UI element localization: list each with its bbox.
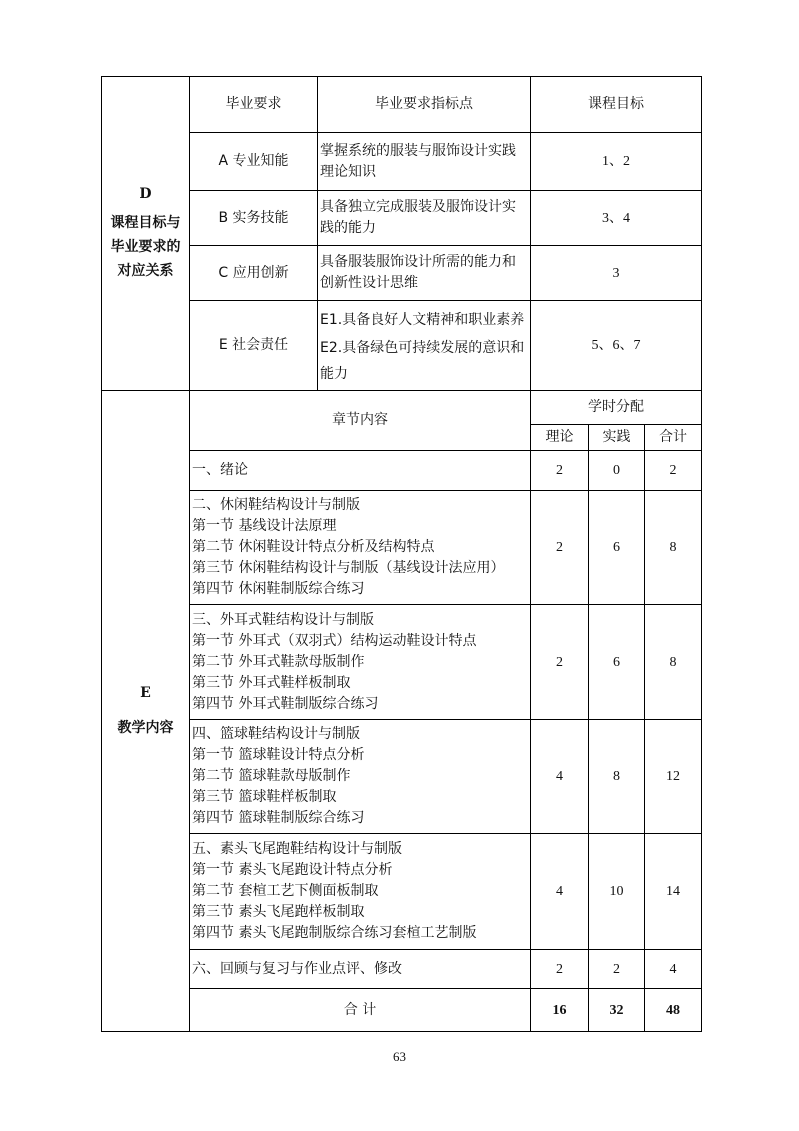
chapter-line: 三、外耳式鞋结构设计与制版 (192, 611, 374, 628)
indicator-line: 掌握系统的服装与服饰设计实践 (320, 142, 516, 159)
chapter-cell (190, 605, 531, 720)
indicator-cell (318, 246, 531, 301)
d-header-row (102, 77, 702, 133)
indicator-cell (318, 191, 531, 246)
chapter-cell (190, 720, 531, 834)
practice-hours: 6 (589, 491, 645, 605)
total-hours: 8 (645, 605, 702, 720)
chapter-line: 第二节 篮球鞋款母版制作 (192, 768, 351, 784)
header-requirement: 毕业要求 (190, 77, 318, 133)
chapter-line: 第四节 外耳式鞋制版综合练习 (192, 695, 379, 712)
total-hours: 12 (645, 720, 702, 834)
goal-cell: 3 (531, 246, 702, 301)
section-d-letter: D (139, 186, 152, 202)
practice-hours: 10 (589, 834, 645, 950)
practice-hours: 8 (589, 720, 645, 834)
total-sum: 48 (645, 989, 702, 1032)
header-theory: 理论 (531, 425, 589, 451)
chapter-line: 二、休闲鞋结构设计与制版 (192, 497, 360, 513)
chapter-line: 第三节 素头飞尾跑样板制取 (192, 904, 365, 920)
chapter-cell (190, 834, 531, 950)
total-hours: 2 (645, 451, 702, 491)
indicator-line: E2.具备绿色可持续发展的意识和 (320, 339, 525, 356)
indicator-line: E1.具备良好人文精神和职业素养 (320, 311, 525, 328)
indicator-line: 能力 (320, 365, 348, 382)
goal-cell: 1、2 (531, 133, 702, 191)
section-d-label-line: 毕业要求的 (110, 239, 181, 255)
indicator-line: 创新性设计思维 (320, 275, 418, 291)
total-theory: 16 (531, 989, 589, 1032)
table-row (102, 451, 702, 491)
chapter-cell (190, 451, 531, 491)
theory-hours: 2 (531, 451, 589, 491)
chapter-line: 第一节 外耳式（双羽式）结构运动鞋设计特点 (192, 632, 477, 649)
table-row (102, 191, 702, 246)
section-d-label-line: 对应关系 (117, 263, 174, 279)
indicator-cell (318, 301, 531, 391)
theory-hours: 2 (531, 950, 589, 989)
theory-hours: 4 (531, 720, 589, 834)
header-total: 合计 (645, 425, 702, 451)
section-e-label-text: 教学内容 (117, 719, 174, 736)
table-row (102, 720, 702, 834)
requirement-cell: E 社会责任 (190, 301, 318, 391)
theory-hours: 4 (531, 834, 589, 950)
chapter-line: 第一节 基线设计法原理 (192, 518, 337, 534)
total-practice: 32 (589, 989, 645, 1032)
requirement-cell: C 应用创新 (190, 246, 318, 301)
chapter-line: 五、素头飞尾跑鞋结构设计与制版 (192, 841, 402, 857)
chapter-line: 第二节 外耳式鞋款母版制作 (192, 653, 365, 670)
chapter-line: 第二节 休闲鞋设计特点分析及结构特点 (192, 539, 435, 555)
theory-hours: 2 (531, 491, 589, 605)
header-indicator: 毕业要求指标点 (318, 77, 531, 133)
chapter-line: 第三节 休闲鞋结构设计与制版（基线设计法应用） (192, 560, 505, 576)
total-hours: 8 (645, 491, 702, 605)
goal-cell: 5、6、7 (531, 301, 702, 391)
chapter-cell (190, 491, 531, 605)
practice-hours: 2 (589, 950, 645, 989)
section-e-letter: E (140, 684, 151, 701)
chapter-line: 第四节 篮球鞋制版综合练习 (192, 810, 365, 826)
table-row (102, 605, 702, 720)
indicator-line: 具备服装服饰设计所需的能力和 (320, 254, 516, 270)
chapter-line: 六、回顾与复习与作业点评、修改 (192, 960, 402, 977)
indicator-cell (318, 133, 531, 191)
chapter-line: 一、绪论 (192, 462, 248, 478)
header-practice: 实践 (589, 425, 645, 451)
indicator-line: 践的能力 (320, 220, 376, 236)
e-header-row (102, 391, 702, 425)
total-hours: 14 (645, 834, 702, 950)
requirement-cell: A 专业知能 (190, 133, 318, 191)
total-hours: 4 (645, 950, 702, 989)
header-hours-allocation: 学时分配 (531, 391, 702, 425)
chapter-line: 第一节 篮球鞋设计特点分析 (192, 747, 365, 763)
chapter-line: 第四节 素头飞尾跑制版综合练习套楦工艺制版 (192, 925, 477, 941)
page-number: 63 (393, 1049, 406, 1064)
chapter-line: 第四节 休闲鞋制版综合练习 (192, 581, 365, 597)
table-row (102, 834, 702, 950)
chapter-line: 第三节 篮球鞋样板制取 (192, 789, 337, 805)
section-d-label (102, 77, 190, 391)
table-row (102, 133, 702, 191)
goal-cell: 3、4 (531, 191, 702, 246)
table-row (102, 246, 702, 301)
section-e-label (102, 391, 190, 1032)
chapter-line: 第二节 套楦工艺下侧面板制取 (192, 883, 379, 899)
total-label: 合 计 (190, 989, 531, 1032)
table-row (102, 950, 702, 989)
section-d-label-line: 课程目标与 (110, 215, 181, 231)
chapter-line: 四、篮球鞋结构设计与制版 (192, 726, 360, 742)
header-chapter-content: 章节内容 (190, 391, 531, 451)
table-row (102, 301, 702, 391)
indicator-line: 理论知识 (320, 163, 376, 180)
total-row (102, 989, 702, 1032)
chapter-line: 第三节 外耳式鞋样板制取 (192, 674, 351, 691)
theory-hours: 2 (531, 605, 589, 720)
table-row (102, 491, 702, 605)
practice-hours: 6 (589, 605, 645, 720)
course-table (101, 76, 702, 1032)
header-course-goal: 课程目标 (531, 77, 702, 133)
indicator-line: 具备独立完成服装及服饰设计实 (320, 199, 516, 215)
chapter-line: 第一节 素头飞尾跑设计特点分析 (192, 862, 393, 878)
requirement-cell: B 实务技能 (190, 191, 318, 246)
chapter-cell (190, 950, 531, 989)
practice-hours: 0 (589, 451, 645, 491)
